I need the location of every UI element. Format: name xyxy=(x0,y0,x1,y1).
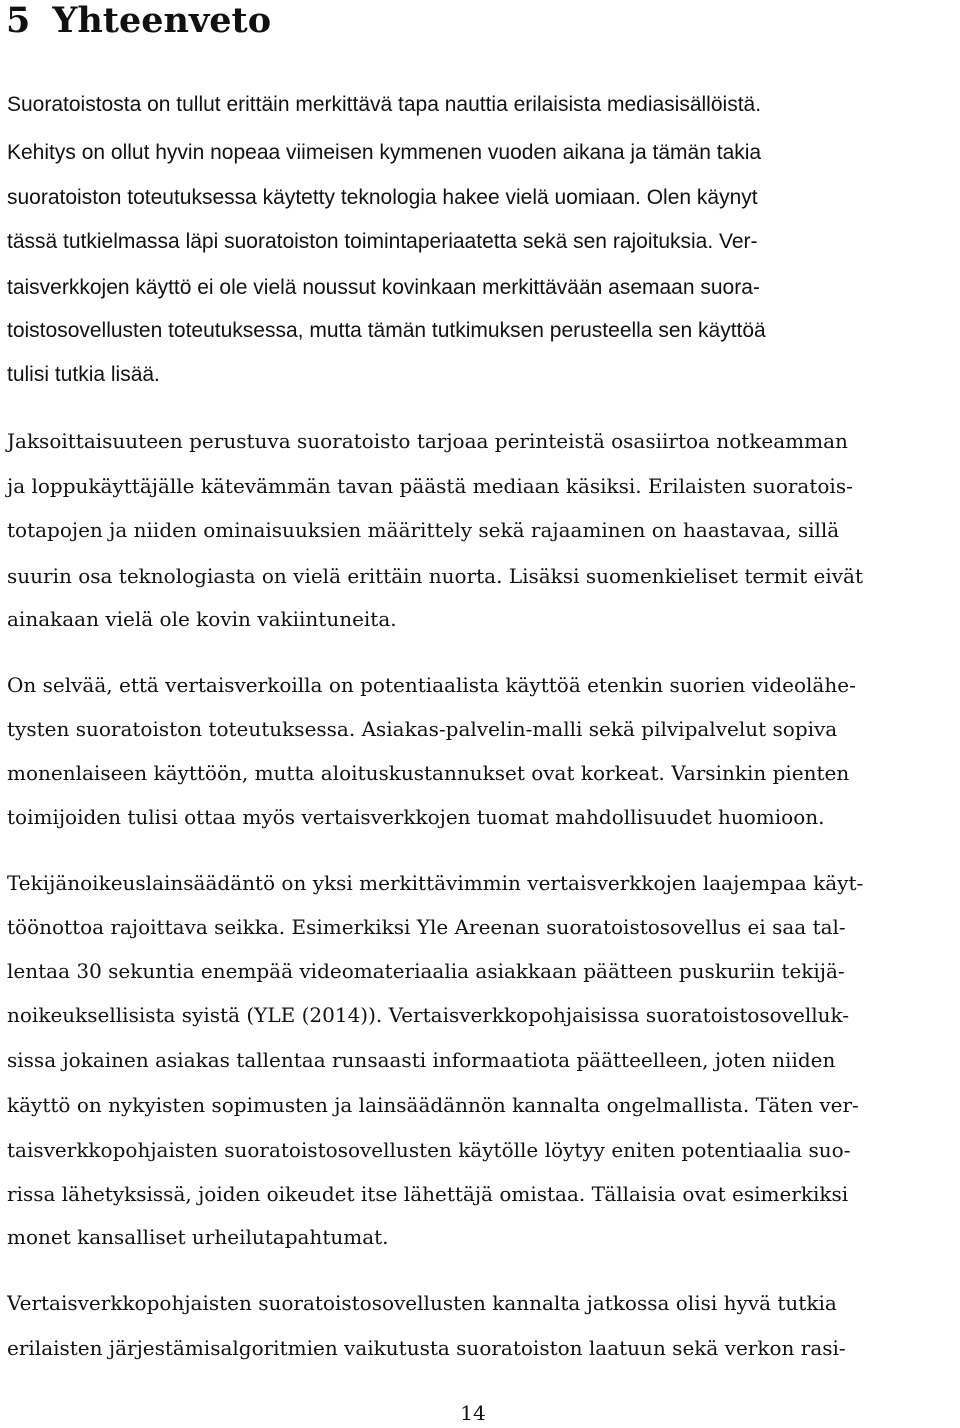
text-line: ainakaan vielä ole kovin vakiintuneita. xyxy=(7,607,397,631)
section-heading xyxy=(6,0,271,42)
text-line: erilaisten järjestämisalgoritmien vaikutusta suoratoiston laatuun sekä verkon rasi- xyxy=(7,1336,846,1360)
text-line: taisverkkopohjaisten suoratoistosovellusten käytölle löytyy eniten potentiaalia suo- xyxy=(7,1138,851,1162)
text-line: noikeuksellisista syistä (YLE (2014)). Vertaisverkkopohjaisissa suoratoistosovelluk- xyxy=(7,1003,850,1027)
page-number: 14 xyxy=(460,1401,486,1425)
section-title: Yhteenveto xyxy=(52,0,272,41)
text-line: monenlaiseen käyttöön, mutta aloituskustannukset ovat korkeat. Varsinkin pienten xyxy=(7,761,850,785)
text-line: tysten suoratoiston toteutuksessa. Asiakas-palvelin-malli sekä pilvipalvelut sopiva xyxy=(7,717,838,741)
text-line: käyttö on nykyisten sopimusten ja lainsäädännön kannalta ongelmallista. Täten ver- xyxy=(7,1093,859,1117)
text-line: Jaksoittaisuuteen perustuva suoratoisto tarjoaa perinteistä osasiirtoa notkeamman xyxy=(7,429,848,453)
text-line: monet kansalliset urheilutapahtumat. xyxy=(7,1225,389,1249)
text-line: Vertaisverkkopohjaisten suoratoistosovellusten kannalta jatkossa olisi hyvä tutkia xyxy=(7,1291,837,1315)
text-line: tulisi tutkia lisää. xyxy=(7,363,160,386)
text-line: Suoratoistosta on tullut erittäin merkittävä tapa nauttia erilaisista mediasisällöistä. xyxy=(7,93,762,116)
text-line: ja loppukäyttäjälle kätevämmän tavan päästä mediaan käsiksi. Erilaisten suoratois- xyxy=(7,474,853,498)
text-line: toimijoiden tulisi ottaa myös vertaisverkkojen tuomat mahdollisuudet huomioon. xyxy=(7,805,825,829)
text-line: tässä tutkielmassa läpi suoratoiston toimintaperiaatetta sekä sen rajoituksia. Ver- xyxy=(7,230,758,253)
text-line: taisverkkojen käyttö ei ole vielä noussut kovinkaan merkittävään asemaan suora- xyxy=(7,276,760,299)
text-line: toistosovellusten toteutuksessa, mutta tämän tutkimuksen perusteella sen käyttöä xyxy=(7,319,766,342)
text-line: rissa lähetyksissä, joiden oikeudet itse lähettäjä omistaa. Tällaisia ovat esimerkiksi xyxy=(7,1182,849,1206)
text-line: töönottoa rajoittava seikka. Esimerkiksi Yle Areenan suoratoistosovellus ei saa tal- xyxy=(7,915,846,939)
text-line: lentaa 30 sekuntia enempää videomateriaalia asiakkaan päätteen puskuriin tekijä- xyxy=(7,959,845,983)
text-line: suurin osa teknologiasta on vielä erittäin nuorta. Lisäksi suomenkieliset termit eivät xyxy=(7,564,864,588)
text-line: Kehitys on ollut hyvin nopeaa viimeisen kymmenen vuoden aikana ja tämän takia xyxy=(7,141,762,164)
text-line: Tekijänoikeuslainsäädäntö on yksi merkittävimmin vertaisverkkojen laajempaa käyt- xyxy=(7,871,864,895)
text-line: totapojen ja niiden ominaisuuksien määrittely sekä rajaaminen on haastavaa, sillä xyxy=(7,518,840,542)
section-number: 5 xyxy=(6,0,31,41)
text-line: suoratoiston toteutuksessa käytetty teknologia hakee vielä uomiaan. Olen käynyt xyxy=(7,186,758,209)
text-line: sissa jokainen asiakas tallentaa runsaasti informaatiota päätteelleen, joten niiden xyxy=(7,1048,836,1072)
text-line: On selvää, että vertaisverkoilla on potentiaalista käyttöä etenkin suorien videolähe- xyxy=(7,673,856,697)
